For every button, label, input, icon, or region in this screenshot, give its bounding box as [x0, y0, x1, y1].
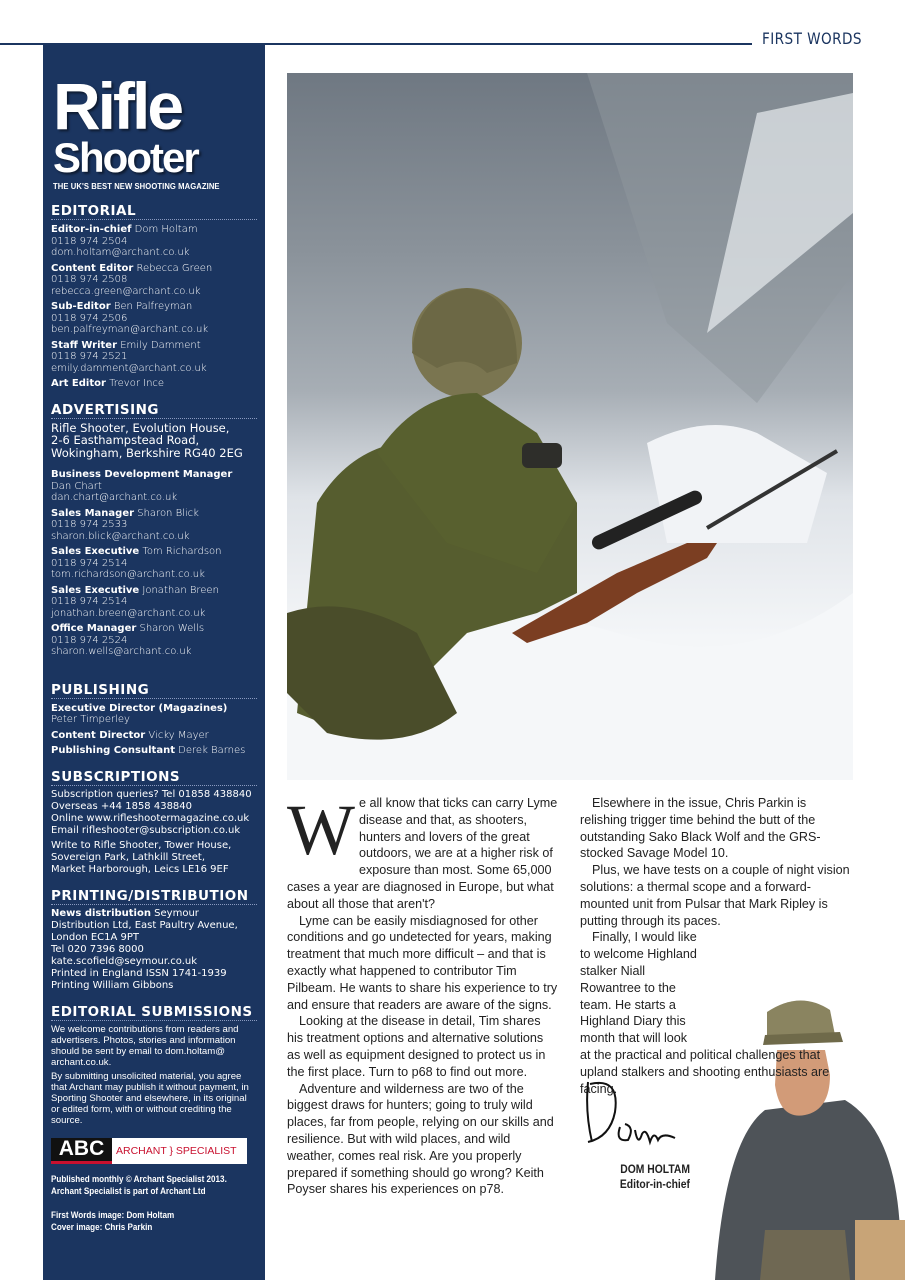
staff-name: Tom Richardson	[142, 546, 222, 557]
address-line: Rifle Shooter, Evolution House,	[51, 420, 230, 435]
signature-image	[580, 1072, 680, 1152]
staff-role: Sales Executive	[51, 546, 140, 557]
staff-entry	[51, 745, 257, 757]
staff-role: Sub-Editor	[51, 301, 111, 312]
address-line: Sovereign Park, Lathkill Street,	[51, 851, 206, 863]
staff-email[interactable]: dom.holtam@archant.co.uk	[51, 247, 190, 258]
staff-role: Business Development Manager	[51, 469, 233, 480]
signoff-name: DOM HOLTAM	[620, 1164, 690, 1176]
printing-line: Seymour Distribution Ltd, East Paultry Avenue, London EC1A 9PT	[51, 907, 238, 943]
section-heading: ADVERTISING	[51, 402, 257, 419]
staff-phone: 0118 974 2514	[51, 596, 128, 607]
staff-name: Emily Damment	[120, 339, 201, 351]
staff-entry	[51, 469, 257, 504]
article-paragraph: Lyme can be easily misdiagnosed for other conditions and go undetected for years, making treatment that much more difficult – and that is exactly what happened to contributor Tim Pilbeam. He wants to share his experience to try and ensure that readers are aware of the signs.	[287, 913, 558, 1012]
printing-line: Tel 020 7396 8000	[51, 943, 144, 955]
image-credit: First Words image: Dom Holtam	[51, 1209, 175, 1220]
staff-email[interactable]: emily.damment@archant.co.uk	[51, 362, 207, 374]
section-heading: PRINTING/DISTRIBUTION	[51, 888, 257, 905]
staff-role: Office Manager	[51, 623, 137, 634]
drop-cap: W	[287, 790, 355, 870]
subscriptions-line: Subscription queries? Tel 01858 438840	[51, 788, 252, 800]
archant-specialist-logo: ARCHANT } SPECIALIST	[112, 1138, 247, 1164]
text-wrap-spacer	[698, 981, 853, 1041]
article-paragraph: Plus, we have tests on a couple of night vision solutions: a thermal scope and a forward-mounted unit from Pulsar that Mark Ripley is putting through its paces.	[580, 863, 850, 928]
staff-name: Jonathan Breen	[142, 584, 219, 596]
article-paragraph: Adventure and wilderness are two of the biggest draws for hunters; going to truly wild places, far from people, relying on our skills and resilience. But with wild places, and wild weather, comes real risk. Are you properly prepared if something should go wrong? Keith Poyser shares his experiences on p78.	[287, 1081, 554, 1197]
staff-name: Ben Palfreyman	[113, 301, 193, 312]
staff-entry	[51, 378, 257, 390]
staff-email[interactable]: sharon.blick@archant.co.uk	[51, 530, 190, 542]
staff-role: Staff Writer	[51, 339, 118, 351]
article-paragraph: e all know that ticks can carry Lyme disease and that, as shooters, hunters and lovers of the great outdoors, we are at a higher risk of exposure than most. Some 65,000 cases a year are diagnosed in Europe, but what about all those that aren't?	[287, 796, 558, 911]
staff-entry	[51, 508, 257, 543]
staff-name: Dom Holtam	[134, 224, 198, 235]
section-heading: EDITORIAL SUBMISSIONS	[51, 1004, 257, 1021]
section-heading: SUBSCRIPTIONS	[51, 769, 257, 786]
staff-entry	[51, 546, 257, 581]
staff-phone: 0118 974 2506	[51, 312, 128, 324]
staff-name: Derek Barnes	[178, 745, 246, 756]
article-paragraph: Elsewhere in the issue, Chris Parkin is relishing trigger time behind the butt of the outstanding Sako Black Wolf and the GRS-stocked Savage Model 10.	[580, 796, 821, 861]
staff-entry	[51, 585, 257, 620]
staff-role: Content Director	[51, 729, 146, 741]
article-column-2	[580, 795, 853, 1097]
staff-name: Trevor Ince	[109, 378, 165, 389]
staff-role: Sales Executive	[51, 584, 140, 596]
staff-name: Rebecca Green	[136, 262, 213, 274]
hunter-in-snow-photo	[287, 73, 853, 780]
staff-email[interactable]: sharon.wells@archant.co.uk	[51, 646, 192, 657]
article-paragraph-text: Finally, I would like to welcome Highland stalker Niall Rowantree to the team. He starts a Highland Diary this month that will look at the practical and political challenges that upland stalkers and shooting enthusiasts are facing.	[580, 930, 830, 1096]
publishing-section	[51, 682, 257, 757]
logo-line1: Rifle	[53, 69, 182, 143]
masthead-sidebar	[43, 45, 265, 1280]
staff-email[interactable]: rebecca.green@archant.co.uk	[51, 285, 201, 297]
submissions-section	[51, 1004, 257, 1126]
submissions-text: We welcome contributions from readers and advertisers. Photos, stories and information should be sent by email to dom.holtam@ archant.co.uk.	[51, 1023, 239, 1068]
abc-archant-logos	[51, 1138, 247, 1164]
subscriptions-section	[51, 769, 257, 876]
article-column-1	[287, 790, 558, 1198]
submissions-text: By submitting unsolicited material, you agree that Archant may publish it without payment, in Sporting Shooter and elsewhere, in its original or edited form, with or without crediting the source.	[51, 1070, 249, 1126]
address-line: Write to Rifle Shooter, Tower House,	[51, 839, 232, 851]
staff-name: Peter Timperley	[51, 714, 130, 725]
staff-phone: 0118 974 2521	[51, 351, 128, 362]
abc-logo: ABC	[51, 1138, 112, 1164]
published-line: Published monthly © Archant Specialist 2013.	[51, 1173, 227, 1184]
staff-name: Vicky Mayer	[148, 729, 209, 741]
rifle-shooter-logo	[53, 69, 257, 191]
address-line: 2-6 Easthampstead Road,	[51, 433, 200, 447]
signoff	[591, 1163, 690, 1193]
article-paragraph: Looking at the disease in detail, Tim shares his treatment options and alternative solutions as well as equipment designed to protect us in the first place. Turn to p68 to find out more.	[287, 1014, 546, 1079]
staff-phone: 0118 974 2504	[51, 235, 128, 247]
advertising-section	[51, 402, 257, 658]
staff-role: Content Editor	[51, 262, 134, 274]
staff-email[interactable]: jonathan.breen@archant.co.uk	[51, 607, 206, 619]
subscriptions-line: Overseas +44 1858 438840	[51, 800, 193, 812]
logo-line2: Shooter	[53, 134, 198, 181]
printing-section	[51, 888, 257, 992]
staff-entry	[51, 224, 257, 259]
published-line: Archant Specialist is part of Archant Ltd	[51, 1185, 206, 1196]
subscriptions-link[interactable]: Online www.rifleshootermagazine.co.uk	[51, 812, 250, 824]
staff-phone: 0118 974 2508	[51, 274, 128, 285]
advertising-address	[51, 422, 257, 460]
printing-line: Printed in England ISSN 1741-1939	[51, 967, 227, 979]
staff-role: Sales Manager	[51, 507, 135, 519]
section-heading: EDITORIAL	[51, 203, 257, 220]
staff-phone: 0118 974 2514	[51, 557, 128, 569]
staff-phone: 0118 974 2533	[51, 519, 128, 530]
printing-label: News distribution	[51, 907, 151, 919]
logo-tagline: THE UK'S BEST NEW SHOOTING MAGAZINE	[53, 181, 220, 191]
staff-entry	[51, 703, 257, 726]
address-line: Wokingham, Berkshire RG40 2EG	[51, 445, 243, 460]
section-heading: PUBLISHING	[51, 682, 257, 699]
section-label: FIRST WORDS	[762, 29, 862, 48]
staff-phone: 0118 974 2524	[51, 634, 128, 646]
publication-info	[51, 1173, 236, 1233]
address-line: Market Harborough, Leics LE16 9EF	[51, 863, 229, 875]
staff-entry	[51, 623, 257, 658]
staff-email[interactable]: ben.palfreyman@archant.co.uk	[51, 324, 209, 335]
staff-role: Executive Director (Magazines)	[51, 702, 228, 714]
editorial-section	[51, 203, 257, 390]
staff-role: Art Editor	[51, 378, 106, 389]
staff-entry	[51, 263, 257, 298]
staff-entry	[51, 301, 257, 336]
staff-role: Editor-in-chief	[51, 224, 132, 235]
staff-name: Dan Chart	[51, 480, 102, 492]
staff-email[interactable]: dan.chart@archant.co.uk	[51, 492, 178, 503]
staff-email[interactable]: tom.richardson@archant.co.uk	[51, 569, 205, 580]
signoff-title: Editor-in-chief	[619, 1179, 690, 1191]
staff-name: Sharon Wells	[139, 623, 205, 634]
staff-entry	[51, 730, 257, 742]
staff-name: Sharon Blick	[137, 507, 199, 519]
staff-role: Publishing Consultant	[51, 745, 175, 756]
printing-line: kate.scofield@seymour.co.uk	[51, 955, 197, 967]
subscriptions-email[interactable]: Email rifleshooter@subscription.co.uk	[51, 824, 241, 836]
image-credit: Cover image: Chris Parkin	[51, 1221, 153, 1232]
staff-entry	[51, 340, 257, 375]
printing-line: Printing William Gibbons	[51, 979, 174, 991]
